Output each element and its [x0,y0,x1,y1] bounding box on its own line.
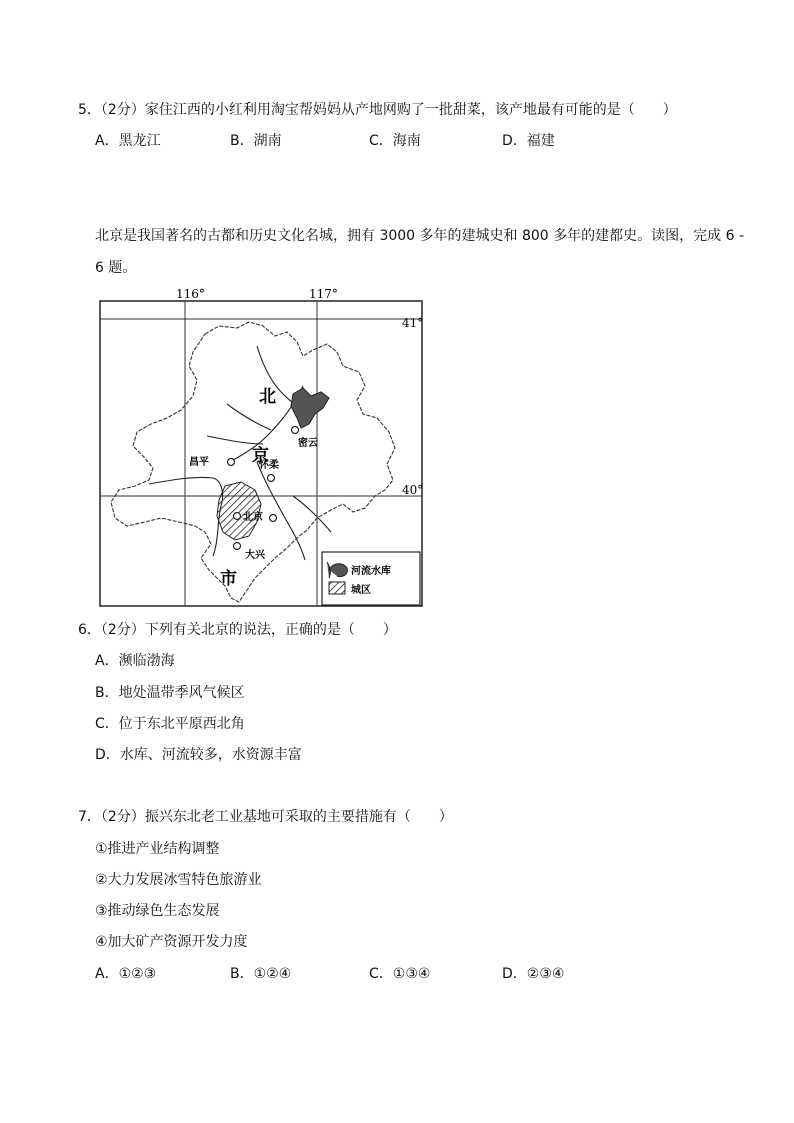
region-char-bei: 北 [259,387,276,407]
q7-stem: 7．（2分）振兴东北老工业基地可采取的主要措施有（ ） [78,809,453,825]
q7-option-d: D．②③④ [502,966,565,982]
q7-item-4: ④加大矿产资源开发力度 [95,934,248,950]
city-daxing-marker [234,543,241,550]
city-miyun-marker [292,427,299,434]
q7-option-a: A．①②③ [95,966,157,982]
city-changping-marker [228,459,235,466]
city-huairou-marker [268,475,275,482]
legend-label-reservoir: 河流水库 [351,566,391,577]
q6-option-b: B．地处温带季风气候区 [95,685,245,701]
label-lat-40: 40° [402,483,424,497]
city-east-marker [270,515,277,522]
region-char-jing: 京 [252,446,269,466]
q7-option-b: B．①②④ [230,966,292,982]
q5-option-c: C．海南 [369,133,421,149]
intro-line-1: 北京是我国著名的古都和历史文化名城，拥有 3000 多年的建城史和 800 多年的建都史。读图，完成 6 - [95,228,745,244]
q7-item-1: ①推进产业结构调整 [95,841,220,857]
city-label-changping: 昌平 [189,457,209,468]
city-beijing-marker [234,513,241,520]
legend-label-urban: 城区 [351,585,371,596]
river-east [293,496,331,532]
beijing-map [97,286,425,608]
q5-option-d: D．福建 [502,133,555,149]
city-label-daxing: 大兴 [245,550,265,561]
miyun-reservoir [291,388,329,428]
q7-item-2: ②大力发展冰雪特色旅游业 [95,872,262,888]
q6-option-c: C．位于东北平原西北角 [95,716,245,732]
city-label-miyun: 密云 [298,438,318,449]
q5-stem: 5．（2分）家住江西的小红利用淘宝帮妈妈从产地网购了一批甜菜，该产地最有可能的是（ ） [78,102,677,118]
q6-option-a: A．濒临渤海 [95,653,175,669]
q7-item-3: ③推动绿色生态发展 [95,903,220,919]
city-label-huairou: 怀柔 [259,460,279,471]
q5-option-b: B．湖南 [230,133,282,149]
q6-option-d: D．水库、河流较多，水资源丰富 [95,747,302,763]
region-char-shi: 市 [220,569,237,589]
river-branch-2 [207,436,263,444]
urban-area [217,482,261,540]
legend-urban-symbol [329,582,345,594]
river-yongding [149,477,223,556]
q7-option-c: C．①③④ [369,966,431,982]
label-lon-116: 116° [176,287,205,301]
river-branch-1 [227,404,271,430]
river-wenyu [257,462,305,560]
q6-stem: 6．（2分）下列有关北京的说法，正确的是（ ） [78,622,397,638]
label-lon-117: 117° [309,287,338,301]
intro-line-2: 6 题。 [95,260,137,276]
city-label-beijing: 北京 [243,512,263,523]
q5-option-a: A．黑龙江 [95,133,161,149]
label-lat-41: 41° [402,316,424,330]
legend-box [322,552,420,605]
